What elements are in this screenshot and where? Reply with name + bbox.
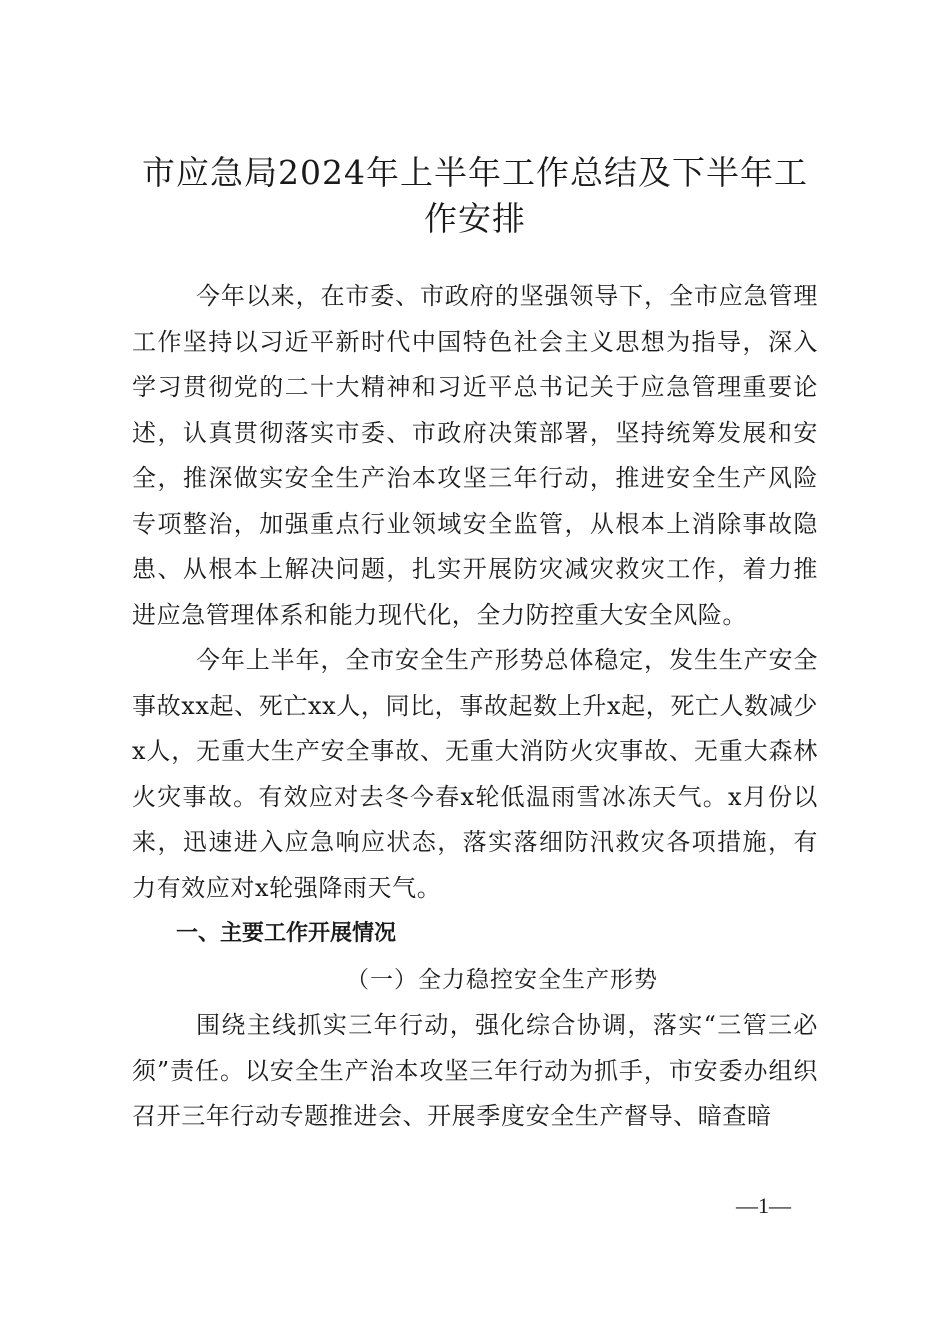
intro-paragraph: 今年以来，在市委、市政府的坚强领导下，全市应急管理工作坚持以习近平新时代中国特色社会主义思想为指导，深入学习贯彻党的二十大精神和习近平总书记关于应急管理重要论述，认真贯彻落实市委、市政府决策部署，坚持统筹发展和安全，推深做实安全生产治本攻坚三年行动，推进安全生产风险专项整治，加强重点行业领域安全监管，从根本上消除事故隐患、从根本上解决问题，扎实开展防灾减灾救灾工作，着力推进应急管理体系和能力现代化，全力防控重大安全风险。 (132, 282, 818, 629)
subsection-heading: （一）全力稳控安全生产形势 (346, 967, 658, 993)
section-heading: 一、主要工作开展情况 (176, 921, 397, 946)
summary-paragraph: 今年上半年，全市安全生产形势总体稳定，发生生产安全事故xx起、死亡xx人，同比，事故起数上升x起，死亡人数减少x人，无重大生产安全事故、无重大消防火灾事故、无重大森林火灾事故。有效应对去冬今春x轮低温雨雪冰冻天气。x月份以来，迅速进入应急响应状态，落实落细防汛救灾各项措施，有力有效应对x轮强降雨天气。 (132, 646, 818, 902)
section-paragraph: 围绕主线抓实三年行动，强化综合协调，落实“三管三必须”责任。以安全生产治本攻坚三年行动为抓手，市安委办组织召开三年行动专题推进会、开展季度安全生产督导、暗查暗 (132, 1011, 818, 1130)
document-body (132, 274, 818, 1140)
document-title: 市应急局2024年上半年工作总结及下半年工作安排 (142, 153, 808, 238)
page-number: —1— (736, 1193, 791, 1218)
